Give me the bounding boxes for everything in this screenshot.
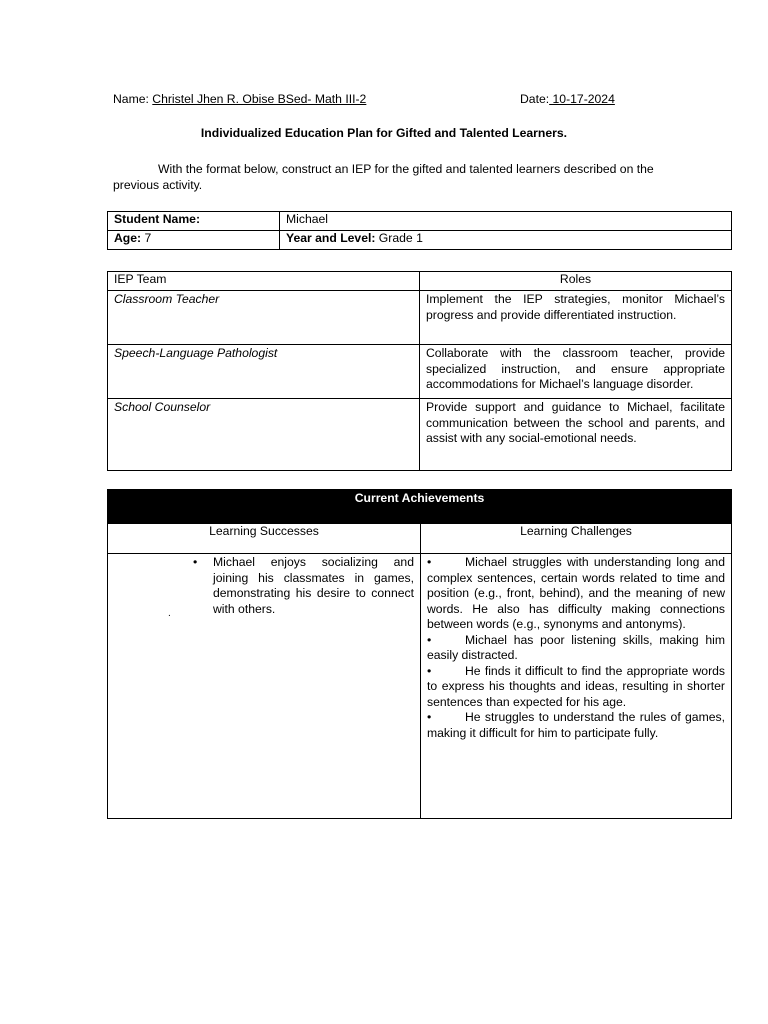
name-value: Christel Jhen R. Obise BSed- Math III-2	[152, 92, 367, 106]
date-value: 10-17-2024	[549, 92, 615, 106]
date-label: Date:	[520, 92, 550, 106]
challenge-item	[427, 633, 725, 664]
successes-col-header: Learning Successes	[108, 524, 421, 554]
name-label: Name:	[113, 92, 153, 106]
team-role: Collaborate with the classroom teacher, provide specialized instruction, and ensure appropriate accommodations for Michael’s language disorder.	[420, 345, 732, 399]
date-line	[520, 92, 615, 106]
challenge-item	[427, 664, 725, 711]
student-name-row	[108, 212, 732, 231]
challenge-item	[427, 710, 725, 741]
team-header-row	[108, 272, 732, 291]
iep-team-table	[107, 271, 732, 471]
instructions-paragraph: With the format below, construct an IEP for the gifted and talented learners described on the previous activity.	[113, 162, 654, 192]
challenges-col-header: Learning Challenges	[421, 524, 732, 554]
team-row	[108, 399, 732, 471]
challenge-text: He struggles to understand the rules of games, making it difficult for him to participate fully.	[427, 710, 725, 740]
challenge-text: He finds it difficult to find the appropriate words to express his thoughts and ideas, resulting in shorter sentences than expected for his age.	[427, 663, 725, 709]
bullet-icon: •	[427, 555, 432, 569]
student-info-table	[107, 211, 732, 250]
name-line	[113, 92, 366, 106]
team-row	[108, 291, 732, 345]
header-row	[113, 92, 732, 110]
bullet-icon: •	[427, 632, 432, 647]
achievements-title: Current Achievements	[108, 490, 732, 524]
challenge-text: Michael struggles with understanding long and complex sentences, certain words related to time and position (e.g., front, behind), and the meaning of new words. He also has difficulty making connections between words (e.g., synonyms and antonyms).	[427, 555, 725, 631]
achievements-table	[107, 489, 732, 819]
challenges-cell	[421, 554, 732, 819]
achievements-body-row	[108, 554, 732, 819]
success-item: • Michael enjoys socializing and joining his classmates in games, demonstrating his desire to connect with others.	[213, 555, 414, 617]
challenge-text: Michael has poor listening skills, making him easily distracted.	[427, 632, 725, 662]
bullet-icon: •	[427, 710, 432, 724]
age-value: 7	[141, 231, 152, 245]
level-label: Year and Level:	[286, 231, 376, 245]
challenge-item	[427, 555, 725, 633]
team-member: Speech-Language Pathologist	[108, 345, 420, 399]
successes-cell	[108, 554, 421, 819]
team-col-header: IEP Team	[108, 272, 420, 291]
team-member: Classroom Teacher	[108, 291, 420, 345]
team-role: Provide support and guidance to Michael, facilitate communication between the school and parents, and assist with any social-emotional needs.	[420, 399, 732, 471]
student-age-row	[108, 231, 732, 250]
student-name-value: Michael	[280, 212, 732, 231]
age-cell	[108, 231, 280, 250]
successes-list	[114, 555, 414, 617]
level-value: Grade 1	[375, 231, 423, 245]
stray-mark: .	[168, 608, 171, 619]
team-role: Implement the IEP strategies, monitor Michael’s progress and provide differentiated instruction.	[420, 291, 732, 345]
level-cell	[280, 231, 732, 250]
achievements-header-row	[108, 524, 732, 554]
age-label: Age:	[114, 231, 142, 245]
bullet-icon: •	[427, 663, 432, 678]
team-member: School Counselor	[108, 399, 420, 471]
team-row	[108, 345, 732, 399]
achievements-title-row	[108, 490, 732, 524]
document-title: Individualized Education Plan for Gifted and Talented Learners.	[200, 126, 568, 140]
roles-col-header: Roles	[420, 272, 732, 291]
student-name-label: Student Name:	[108, 212, 280, 231]
